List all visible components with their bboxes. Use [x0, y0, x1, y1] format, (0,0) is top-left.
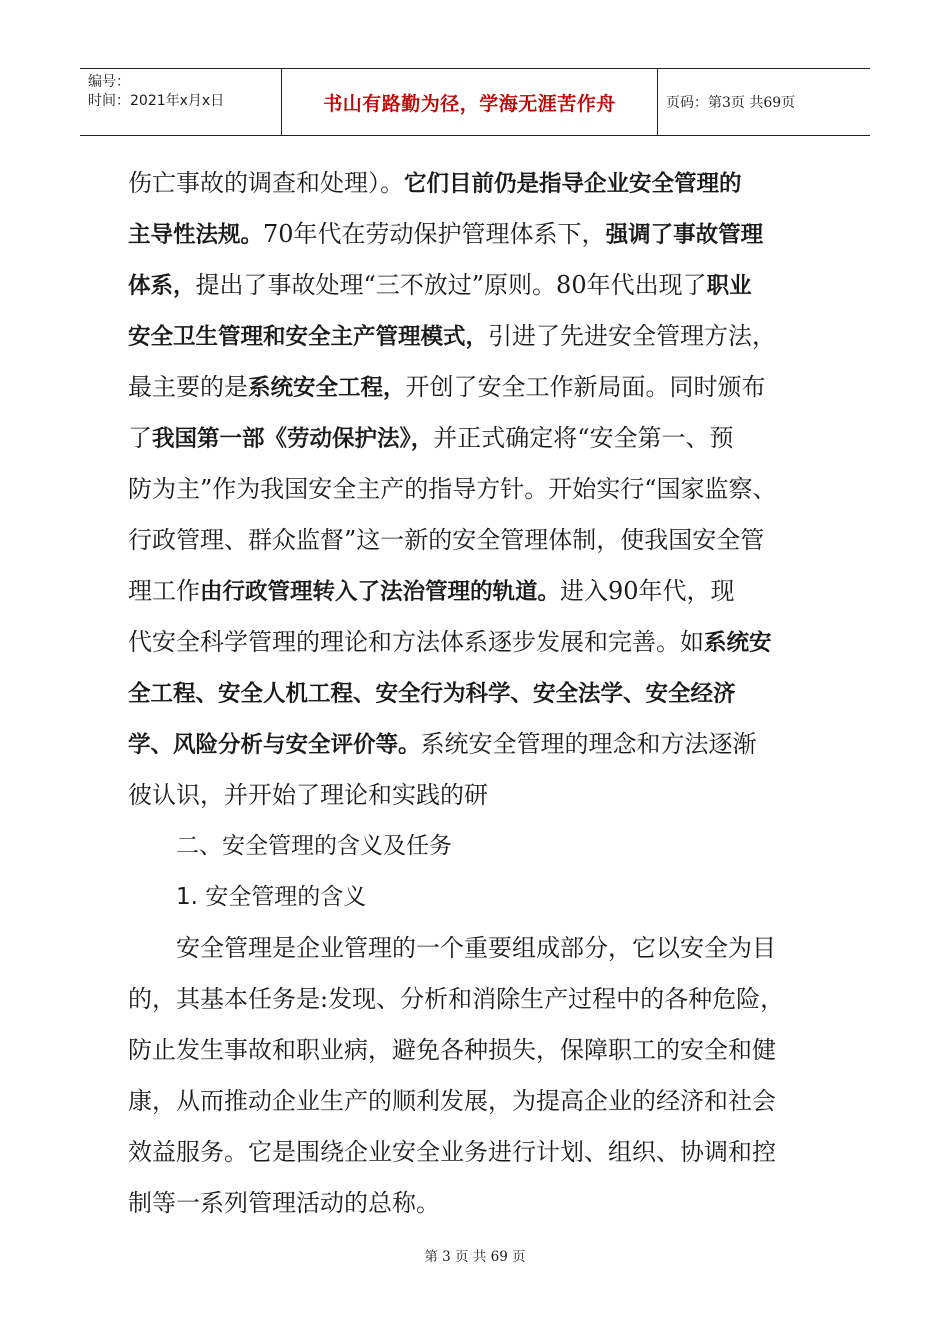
- section-heading: 二、安全管理的含义及任务: [176, 833, 452, 859]
- page-header: [80, 68, 870, 136]
- text-line: 防为主”作为我国安全主产的指导方针。开始实行“国家监察、: [128, 475, 777, 503]
- header-page-code: 页码：第3页 共69页: [666, 95, 796, 111]
- text-line: 彼认识，并开始了理论和实践的研: [128, 781, 488, 809]
- header-motto: 书山有路勤为径，学海无涯苦作舟: [282, 69, 658, 135]
- text-line: 效益服务。它是围绕企业安全业务进行计划、组织、协调和控: [128, 1138, 776, 1166]
- text-line: 体系，提出了事故处理“三不放过”原则。80年代出现了职业: [128, 271, 752, 299]
- text-line: 伤亡事故的调查和处理）。它们目前仍是指导企业安全管理的: [128, 169, 742, 197]
- text-line: 安全管理是企业管理的一个重要组成部分，它以安全为目: [176, 934, 776, 962]
- text-line: 防止发生事故和职业病，避免各种损失，保障职工的安全和健: [128, 1036, 776, 1064]
- text-line: 了我国第一部《劳动保护法》，并正式确定将“安全第一、预: [128, 424, 734, 452]
- text-line: 学、风险分析与安全评价等。系统安全管理的理念和方法逐渐: [128, 730, 757, 758]
- document-time-label: 时间：2021年x月x日: [88, 93, 225, 109]
- document-body: [128, 158, 840, 1229]
- text-line: 代安全科学管理的理论和方法体系逐步发展和完善。如系统安: [128, 628, 772, 656]
- page-footer: 第 3 页 共 69 页: [424, 1249, 526, 1265]
- text-line: 全工程、安全人机工程、安全行为科学、安全法学、安全经济: [128, 681, 736, 707]
- text-line: 制等一系列管理活动的总称。: [128, 1189, 440, 1217]
- header-meta-cell: [80, 69, 282, 135]
- text-line: 康，从而推动企业生产的顺利发展，为提高企业的经济和社会: [128, 1087, 776, 1115]
- document-number-label: 编号：: [88, 74, 130, 90]
- text-line: 最主要的是系统安全工程，开创了安全工作新局面。同时颁布: [128, 373, 766, 401]
- text-line: 理工作由行政管理转入了法治管理的轨道。进入90年代，现: [128, 577, 735, 605]
- text-line: 安全卫生管理和安全主产管理模式，引进了先进安全管理方法，: [128, 322, 777, 350]
- subsection-heading: 1. 安全管理的含义: [176, 884, 367, 910]
- text-line: 行政管理、群众监督”这一新的安全管理体制，使我国安全管: [128, 526, 765, 554]
- text-line: 的，其基本任务是:发现、分析和消除生产过程中的各种危险，: [128, 985, 785, 1013]
- text-line: 主导性法规。70年代在劳动保护管理体系下，强调了事故管理: [128, 220, 764, 248]
